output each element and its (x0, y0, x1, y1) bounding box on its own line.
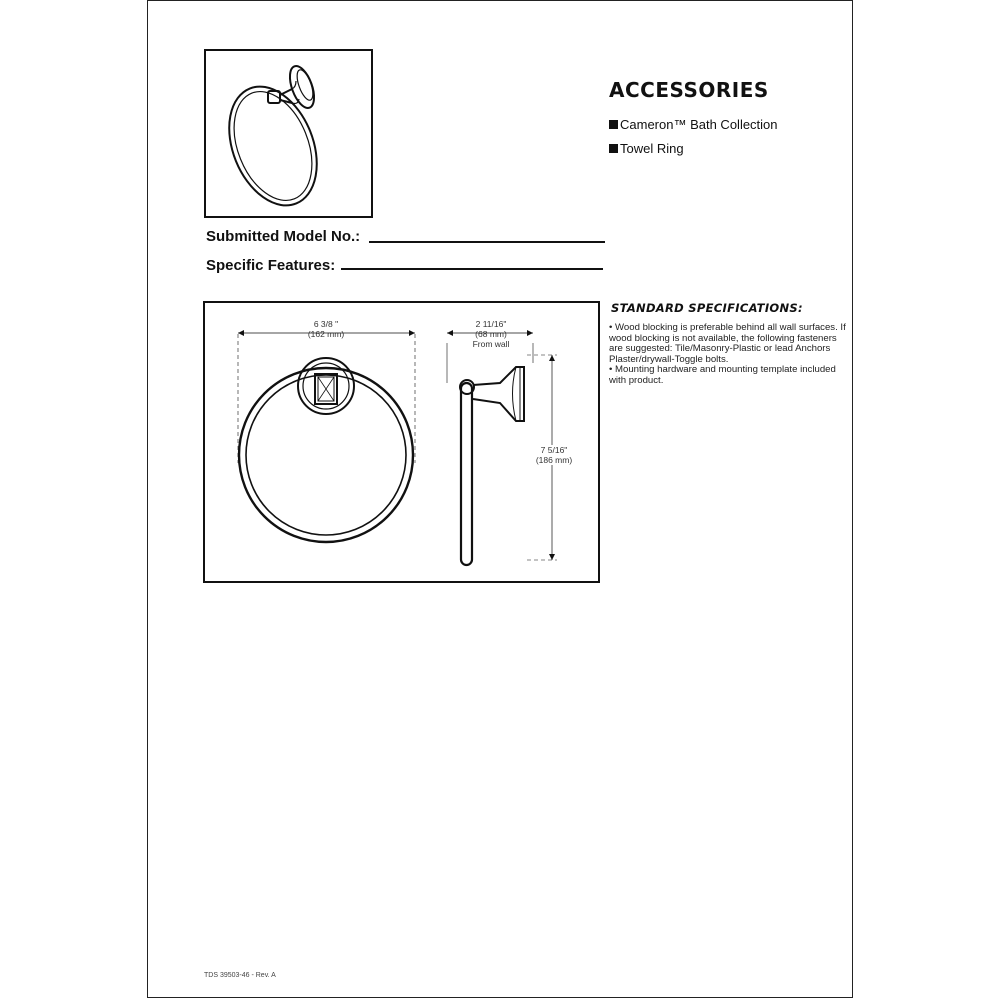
height-dimension-label (527, 445, 581, 465)
width-mm: (162 mm) (307, 329, 345, 339)
bullet-collection (609, 117, 778, 132)
depth-dimension-label (451, 319, 531, 349)
specific-features-label: Specific Features: (206, 257, 336, 274)
square-bullet-icon (609, 144, 618, 153)
height-mm: (186 mm) (535, 455, 573, 465)
dimension-drawing (205, 303, 598, 581)
specific-features-field[interactable] (341, 268, 603, 270)
depth-mm: (68 mm) (475, 329, 507, 339)
document-id: TDS 39503-46 - Rev. A (204, 972, 276, 979)
product-illustration-frame (204, 49, 373, 218)
square-bullet-icon (609, 120, 618, 129)
specifications-heading: STANDARD SPECIFICATIONS: (611, 301, 803, 315)
spec-item: • Mounting hardware and mounting template included with product. (609, 364, 836, 386)
product-name: Towel Ring (620, 141, 684, 156)
bullet-product (609, 141, 684, 156)
width-dimension-label (291, 319, 361, 339)
depth-inches: 2 11/16" (475, 319, 507, 329)
spec-item: • Wood blocking is preferable behind all wall surfaces. If wood blocking is not available, the following fasteners are suggested: Tile/Masonry-Plastic or lead Anchors Plaster/drywall-Toggle bolts. (609, 322, 846, 365)
page-title: ACCESSORIES (609, 78, 769, 102)
towel-ring-perspective-image (206, 51, 371, 216)
width-inches: 6 3/8 " (313, 319, 339, 329)
technical-drawing-frame (203, 301, 600, 583)
model-number-label: Submitted Model No.: (206, 228, 361, 245)
collection-name: Cameron™ Bath Collection (620, 117, 778, 132)
model-number-field[interactable] (369, 241, 605, 243)
depth-note: From wall (472, 339, 510, 349)
specifications-list (609, 323, 853, 386)
height-inches: 7 5/16" (540, 445, 568, 455)
